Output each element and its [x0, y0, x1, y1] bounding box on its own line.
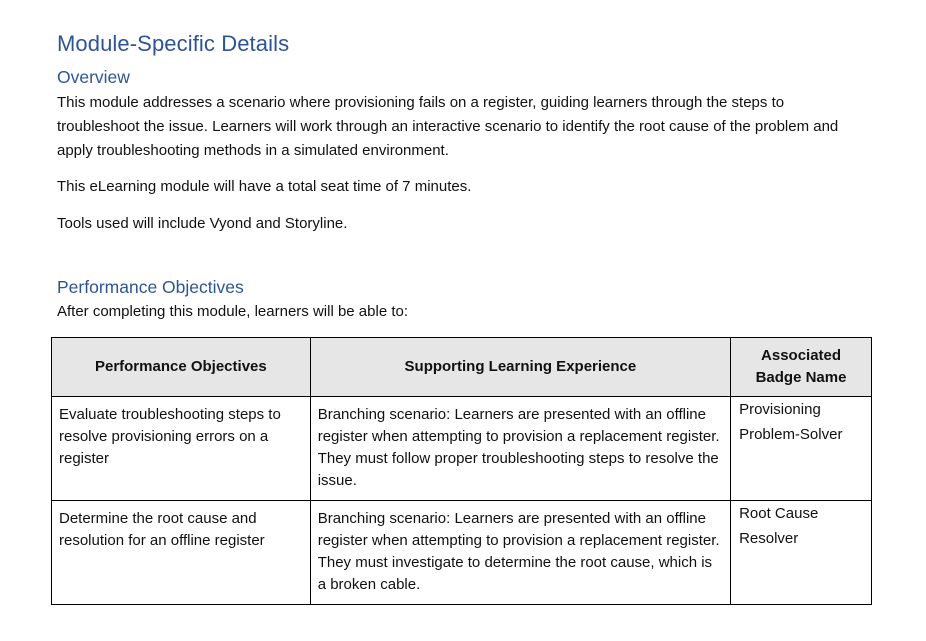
objective-cell: Determine the root cause and resolution for an offline register	[52, 501, 311, 605]
performance-objectives-heading: Performance Objectives	[57, 277, 244, 297]
badge-cell: Root Cause Resolver	[731, 501, 872, 605]
table-row	[52, 501, 872, 605]
badge-cell: Provisioning Problem-Solver	[731, 397, 872, 501]
overview-heading: Overview	[57, 67, 130, 87]
header-associated-badge-name: Associated Badge Name	[731, 338, 872, 397]
tools-paragraph: Tools used will include Vyond and Storyline.	[57, 215, 348, 232]
header-supporting-learning-experience: Supporting Learning Experience	[310, 338, 730, 397]
table-header-row	[52, 338, 872, 397]
objectives-intro: After completing this module, learners will be able to:	[57, 303, 409, 320]
experience-cell: Branching scenario: Learners are presented with an offline register when attempting to provision a replacement register. They must investigate to determine the root cause, which is a broken cable.	[310, 501, 730, 605]
seat-time-paragraph: This eLearning module will have a total seat time of 7 minutes.	[57, 178, 472, 195]
module-details-heading: Module-Specific Details	[57, 31, 290, 56]
experience-cell: Branching scenario: Learners are presented with an offline register when attempting to provision a replacement register. They must follow proper troubleshooting steps to resolve the issue.	[310, 397, 730, 501]
table-row	[52, 397, 872, 501]
objective-cell: Evaluate troubleshooting steps to resolve provisioning errors on a register	[52, 397, 311, 501]
header-performance-objectives: Performance Objectives	[52, 338, 311, 397]
objectives-table	[51, 337, 872, 605]
overview-paragraph: This module addresses a scenario where provisioning fails on a register, guiding learners through the steps to troubleshoot the issue. Learners will work through an interactive scenario to identify the root cause of the problem and apply troubleshooting methods in a simulated environment.	[57, 94, 839, 159]
